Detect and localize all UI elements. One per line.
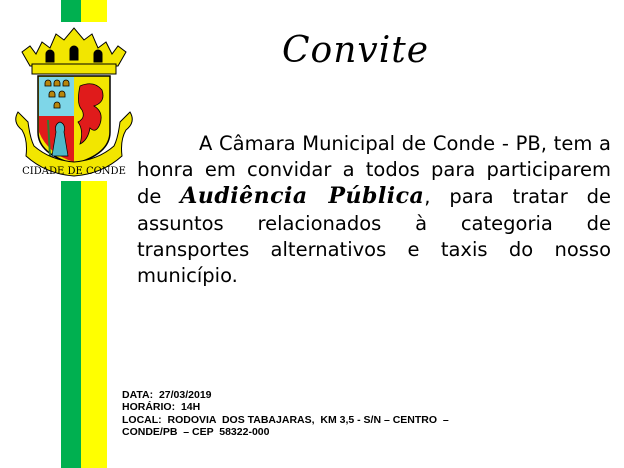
green-stripe-top	[61, 0, 81, 22]
location-line-1: RODOVIA DOS TABAJARAS, KM 3,5 - S/N – CENTRO –	[167, 413, 449, 426]
green-stripe-bottom	[61, 181, 81, 468]
city-crest-icon	[8, 24, 140, 182]
yellow-stripe-top	[81, 0, 107, 22]
svg-text:CIDADE DE CONDE: CIDADE DE CONDE	[22, 166, 126, 177]
time-label: HORÁRIO:	[122, 401, 176, 414]
event-details	[122, 389, 449, 438]
invitation-body	[137, 131, 611, 289]
invitation-title: Convite	[282, 30, 430, 71]
time-value: 14H	[180, 401, 201, 414]
location-line-2: CONDE/PB – CEP 58322-000	[122, 425, 270, 438]
body-part-1: A Câmara Municipal de Conde - PB, tem a honra em convidar a todos para participarem de	[137, 132, 611, 209]
yellow-stripe-bottom	[81, 181, 107, 468]
date-label: DATA:	[122, 389, 154, 401]
body-part-2: , para tratar de assuntos relacionados à categoria de transportes alternativos e taxis do nosso município.	[137, 185, 612, 288]
date-value: 27/03/2019	[158, 389, 212, 401]
event-name: Audiência Pública	[180, 183, 425, 210]
location-label: LOCAL:	[122, 413, 162, 426]
